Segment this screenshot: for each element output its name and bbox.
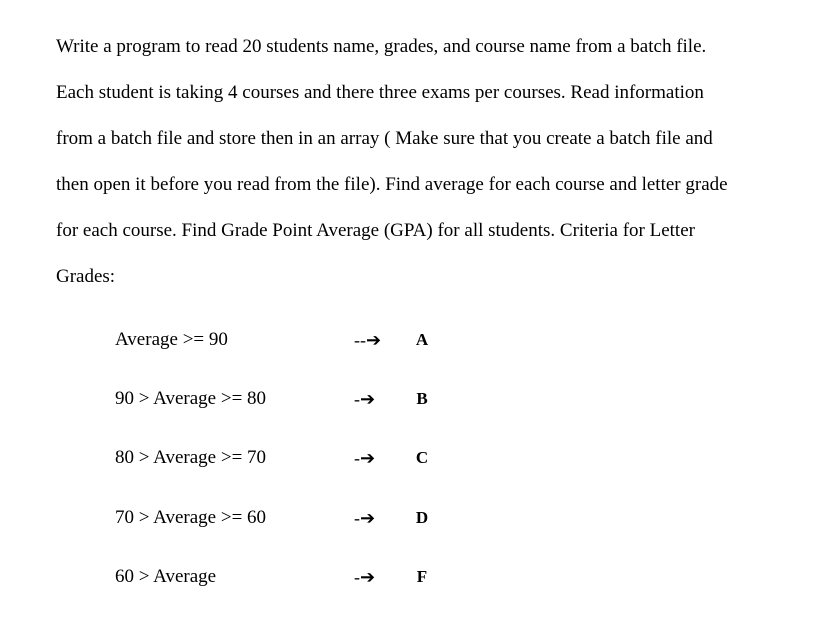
grade-condition: 80 > Average >= 70 [115,447,267,468]
grade-criteria-row [0,388,826,412]
paragraph-line: then open it before you read from the file). Find average for each course and letter grade [56,174,728,195]
paragraph-line: Write a program to read 20 students name, grades, and course name from a batch file. [56,36,707,57]
letter-grade: C [415,448,429,467]
grade-condition: 90 > Average >= 80 [115,388,267,409]
letter-grade: D [415,508,429,527]
letter-grade: F [416,567,428,586]
arrow-right-icon: -➔ [354,567,376,587]
grade-criteria-row [0,329,826,353]
grade-condition: 70 > Average >= 60 [115,507,267,528]
grade-condition: 60 > Average [115,566,217,587]
paragraph-line: Grades: [56,266,116,287]
grade-condition: Average >= 90 [115,329,228,350]
arrow-right-icon: -➔ [354,448,376,468]
paragraph-line: from a batch file and store then in an array ( Make sure that you create a batch file and [56,128,713,149]
letter-grade: B [416,389,428,408]
grade-criteria-row [0,447,826,471]
arrow-right-icon: --➔ [354,330,382,350]
letter-grade: A [415,330,429,349]
grade-criteria-row [0,566,826,590]
paragraph-line: Each student is taking 4 courses and there three exams per courses. Read information [56,82,704,103]
arrow-right-icon: -➔ [354,508,376,528]
paragraph-line: for each course. Find Grade Point Average (GPA) for all students. Criteria for Letter [56,220,695,241]
grade-criteria-row [0,507,826,531]
arrow-right-icon: -➔ [354,389,376,409]
